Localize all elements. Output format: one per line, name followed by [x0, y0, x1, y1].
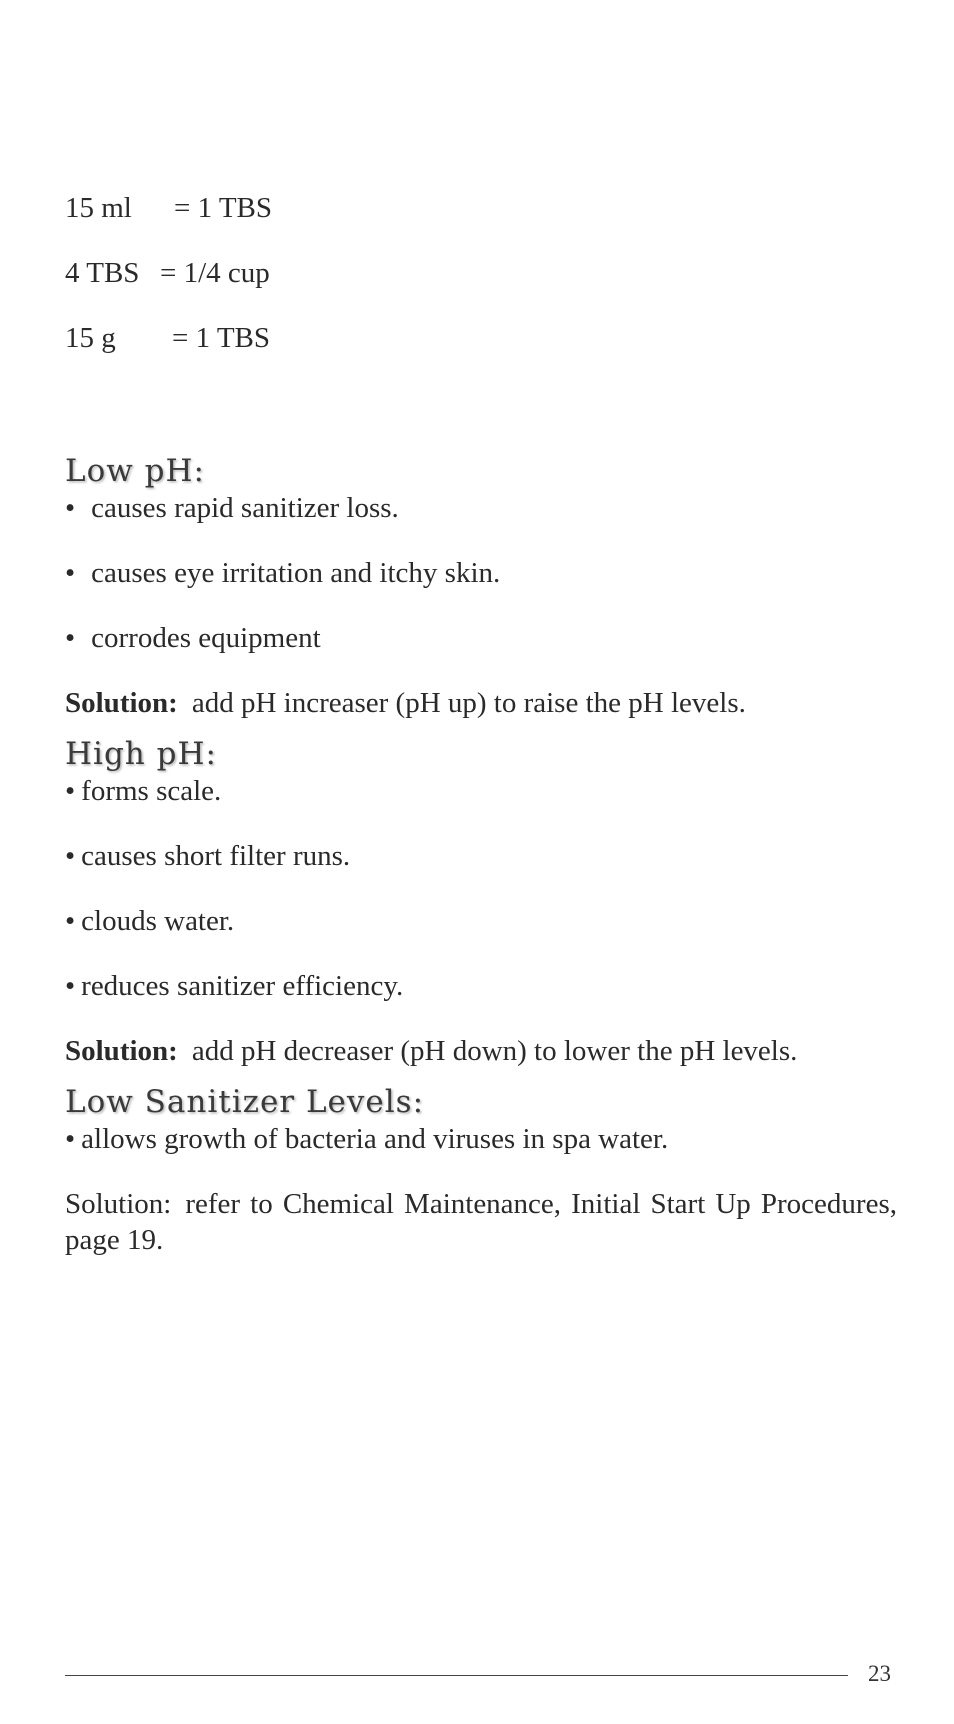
list-item	[65, 903, 897, 939]
high-ph-bullets	[65, 773, 897, 1004]
list-item	[65, 490, 897, 526]
list-item-text: causes rapid sanitizer loss.	[91, 492, 399, 524]
low-sanitizer-section	[65, 1083, 897, 1258]
solution-text: refer to Chemical Maintenance, Initial Start Up Procedures, page 19.	[65, 1188, 897, 1256]
conversion-equals: = 1 TBS	[172, 322, 271, 354]
list-item-text: reduces sanitizer efficiency.	[81, 970, 404, 1002]
list-item-text: causes eye irritation and itchy skin.	[91, 557, 501, 589]
solution-paragraph	[65, 1033, 897, 1069]
list-item	[65, 620, 897, 656]
list-item	[65, 838, 897, 874]
solution-paragraph	[65, 1186, 897, 1258]
list-item-text: corrodes equipment	[91, 622, 321, 654]
conversion-quantity: 15 g	[65, 322, 116, 354]
low-ph-section	[65, 452, 897, 721]
list-item	[65, 773, 897, 809]
list-item-text: allows growth of bacteria and viruses in spa water.	[81, 1123, 669, 1155]
bullet-icon: •	[65, 840, 76, 872]
section-heading: Low Sanitizer Levels:	[65, 1084, 425, 1120]
bullet-icon: •	[65, 970, 76, 1002]
bullet-icon: •	[65, 622, 76, 654]
page-content	[65, 190, 897, 1272]
solution-label: Solution:	[65, 1188, 172, 1220]
bullet-icon: •	[65, 905, 76, 937]
solution-label: Solution:	[65, 1035, 178, 1067]
conversion-quantity: 4 TBS	[65, 257, 140, 289]
list-item-text: clouds water.	[81, 905, 235, 937]
conversion-row	[65, 320, 897, 356]
conversion-equals: = 1 TBS	[174, 192, 273, 224]
conversion-quantity: 15 ml	[65, 192, 132, 224]
footer-divider	[65, 1675, 848, 1676]
low-ph-bullets	[65, 490, 897, 656]
conversion-row	[65, 255, 897, 291]
list-item	[65, 555, 897, 591]
list-item-text: forms scale.	[81, 775, 222, 807]
solution-label: Solution:	[65, 687, 178, 719]
high-ph-section	[65, 735, 897, 1069]
bullet-icon: •	[65, 775, 76, 807]
page-number: 23	[868, 1661, 891, 1686]
solution-paragraph	[65, 685, 897, 721]
conversion-equals: = 1/4 cup	[160, 257, 270, 289]
bullet-icon: •	[65, 492, 76, 524]
solution-text: add pH decreaser (pH down) to lower the pH levels.	[191, 1035, 798, 1067]
bullet-icon: •	[65, 1123, 76, 1155]
list-item	[65, 1121, 897, 1157]
section-heading: Low pH:	[65, 453, 205, 489]
bullet-icon: •	[65, 557, 76, 589]
low-sanitizer-bullets	[65, 1121, 897, 1157]
solution-text: add pH increaser (pH up) to raise the pH levels.	[191, 687, 746, 719]
measurement-conversions	[65, 190, 897, 356]
section-heading: High pH:	[65, 736, 217, 772]
list-item-text: causes short filter runs.	[81, 840, 351, 872]
list-item	[65, 968, 897, 1004]
conversion-row	[65, 190, 897, 226]
